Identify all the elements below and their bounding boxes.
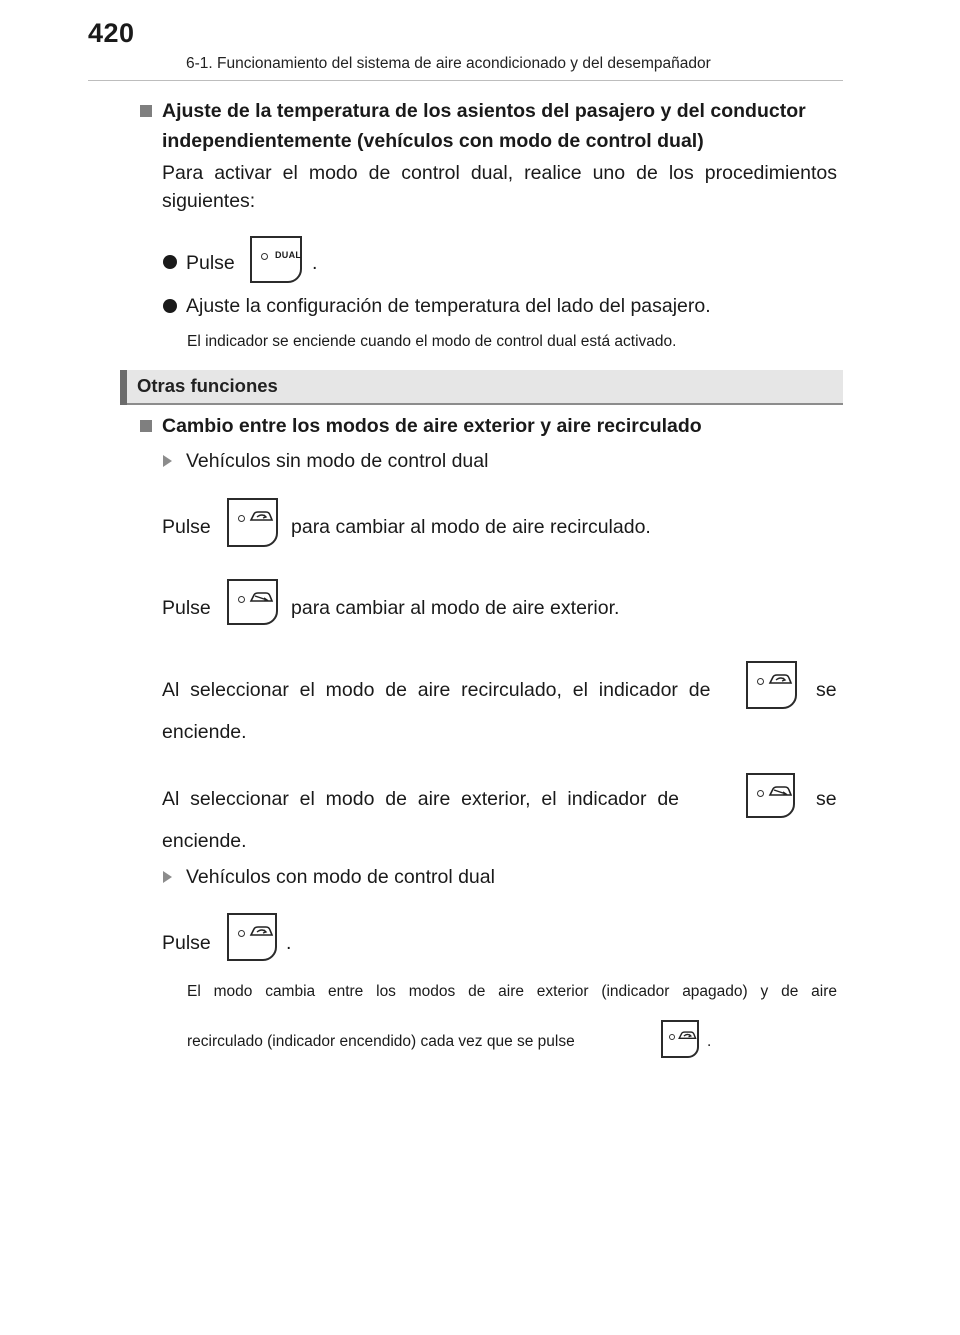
bullet2-text: Ajuste la configuración de temperatura del lado del pasajero.	[186, 295, 711, 317]
air-recirculation-button-icon	[661, 1020, 699, 1058]
indicator-led-icon	[757, 678, 764, 685]
indicator-led-icon	[238, 596, 245, 603]
outside-air-button-icon	[227, 579, 278, 625]
variant2-label: Vehículos con modo de control dual	[186, 866, 495, 888]
dual-button-label: DUAL	[275, 250, 302, 260]
car-outside-air-icon	[766, 783, 794, 801]
bullet1-period: .	[312, 252, 318, 274]
outside-indicator-text: Al seleccionar el modo de aire exterior, el indicador de	[162, 788, 680, 810]
indicator-led-icon	[238, 515, 245, 522]
car-recirculate-icon	[766, 671, 794, 689]
air-recirculation-button-icon	[227, 498, 278, 547]
indicator-led-icon	[261, 253, 268, 260]
indicator-led-icon	[669, 1034, 675, 1040]
car-recirculate-icon	[676, 1029, 698, 1043]
section-band-label: Otras funciones	[137, 375, 278, 396]
dual-toggle-note-line2: recirculado (indicador encendido) cada vez que se pulse	[187, 1033, 575, 1050]
recirc-indicator-text: Al seleccionar el modo de aire recirculado, el indicador de	[162, 679, 711, 701]
se-text: se	[816, 679, 837, 701]
indicator-led-icon	[757, 790, 764, 797]
car-outside-air-icon	[247, 589, 275, 607]
intro-text-line1: Para activar el modo de control dual, realice uno de los procedimientos	[162, 162, 837, 184]
header-divider	[88, 80, 843, 81]
outside-air-button-icon	[746, 773, 795, 818]
page-number: 420	[88, 18, 135, 48]
period: .	[286, 932, 292, 954]
air-recirculation-button-icon	[227, 913, 277, 961]
recirc-instruction: para cambiar al modo de aire recirculado.	[291, 516, 651, 538]
section-band	[120, 370, 843, 405]
pulse-label: Pulse	[162, 597, 211, 619]
triangle-bullet-icon	[163, 871, 172, 883]
section2-heading: Cambio entre los modos de aire exterior y aire recirculado	[162, 415, 702, 437]
indicator-led-icon	[238, 930, 245, 937]
square-bullet-icon	[140, 420, 152, 432]
dual-button-icon	[250, 236, 302, 283]
variant1-label: Vehículos sin modo de control dual	[186, 450, 489, 472]
triangle-bullet-icon	[163, 455, 172, 467]
enciende-text: enciende.	[162, 721, 247, 743]
pulse-label: Pulse	[162, 932, 211, 954]
intro-text-line2: siguientes:	[162, 190, 256, 212]
bullet-dot-icon	[163, 299, 177, 313]
car-recirculate-icon	[247, 923, 275, 941]
pulse-label: Pulse	[162, 516, 211, 538]
bullet-dot-icon	[163, 255, 177, 269]
square-bullet-icon	[140, 105, 152, 117]
se-text: se	[816, 788, 837, 810]
section-band-accent	[120, 370, 127, 405]
car-recirculate-icon	[247, 508, 275, 526]
dual-mode-note: El indicador se enciende cuando el modo de control dual está activado.	[187, 333, 677, 350]
section-heading-line1: Ajuste de la temperatura de los asientos del pasajero y del conductor	[162, 100, 806, 122]
period: .	[707, 1033, 712, 1050]
dual-toggle-note-line1: El modo cambia entre los modos de aire exterior (indicador apagado) y de aire	[187, 983, 837, 1000]
air-recirculation-button-icon	[746, 661, 797, 709]
enciende-text: enciende.	[162, 830, 247, 852]
bullet1-pulse: Pulse	[186, 252, 235, 274]
chapter-title: 6-1. Funcionamiento del sistema de aire acondicionado y del desempañador	[186, 55, 711, 72]
section-heading-line2: independientemente (vehículos con modo de control dual)	[162, 130, 704, 152]
outside-instruction: para cambiar al modo de aire exterior.	[291, 597, 620, 619]
